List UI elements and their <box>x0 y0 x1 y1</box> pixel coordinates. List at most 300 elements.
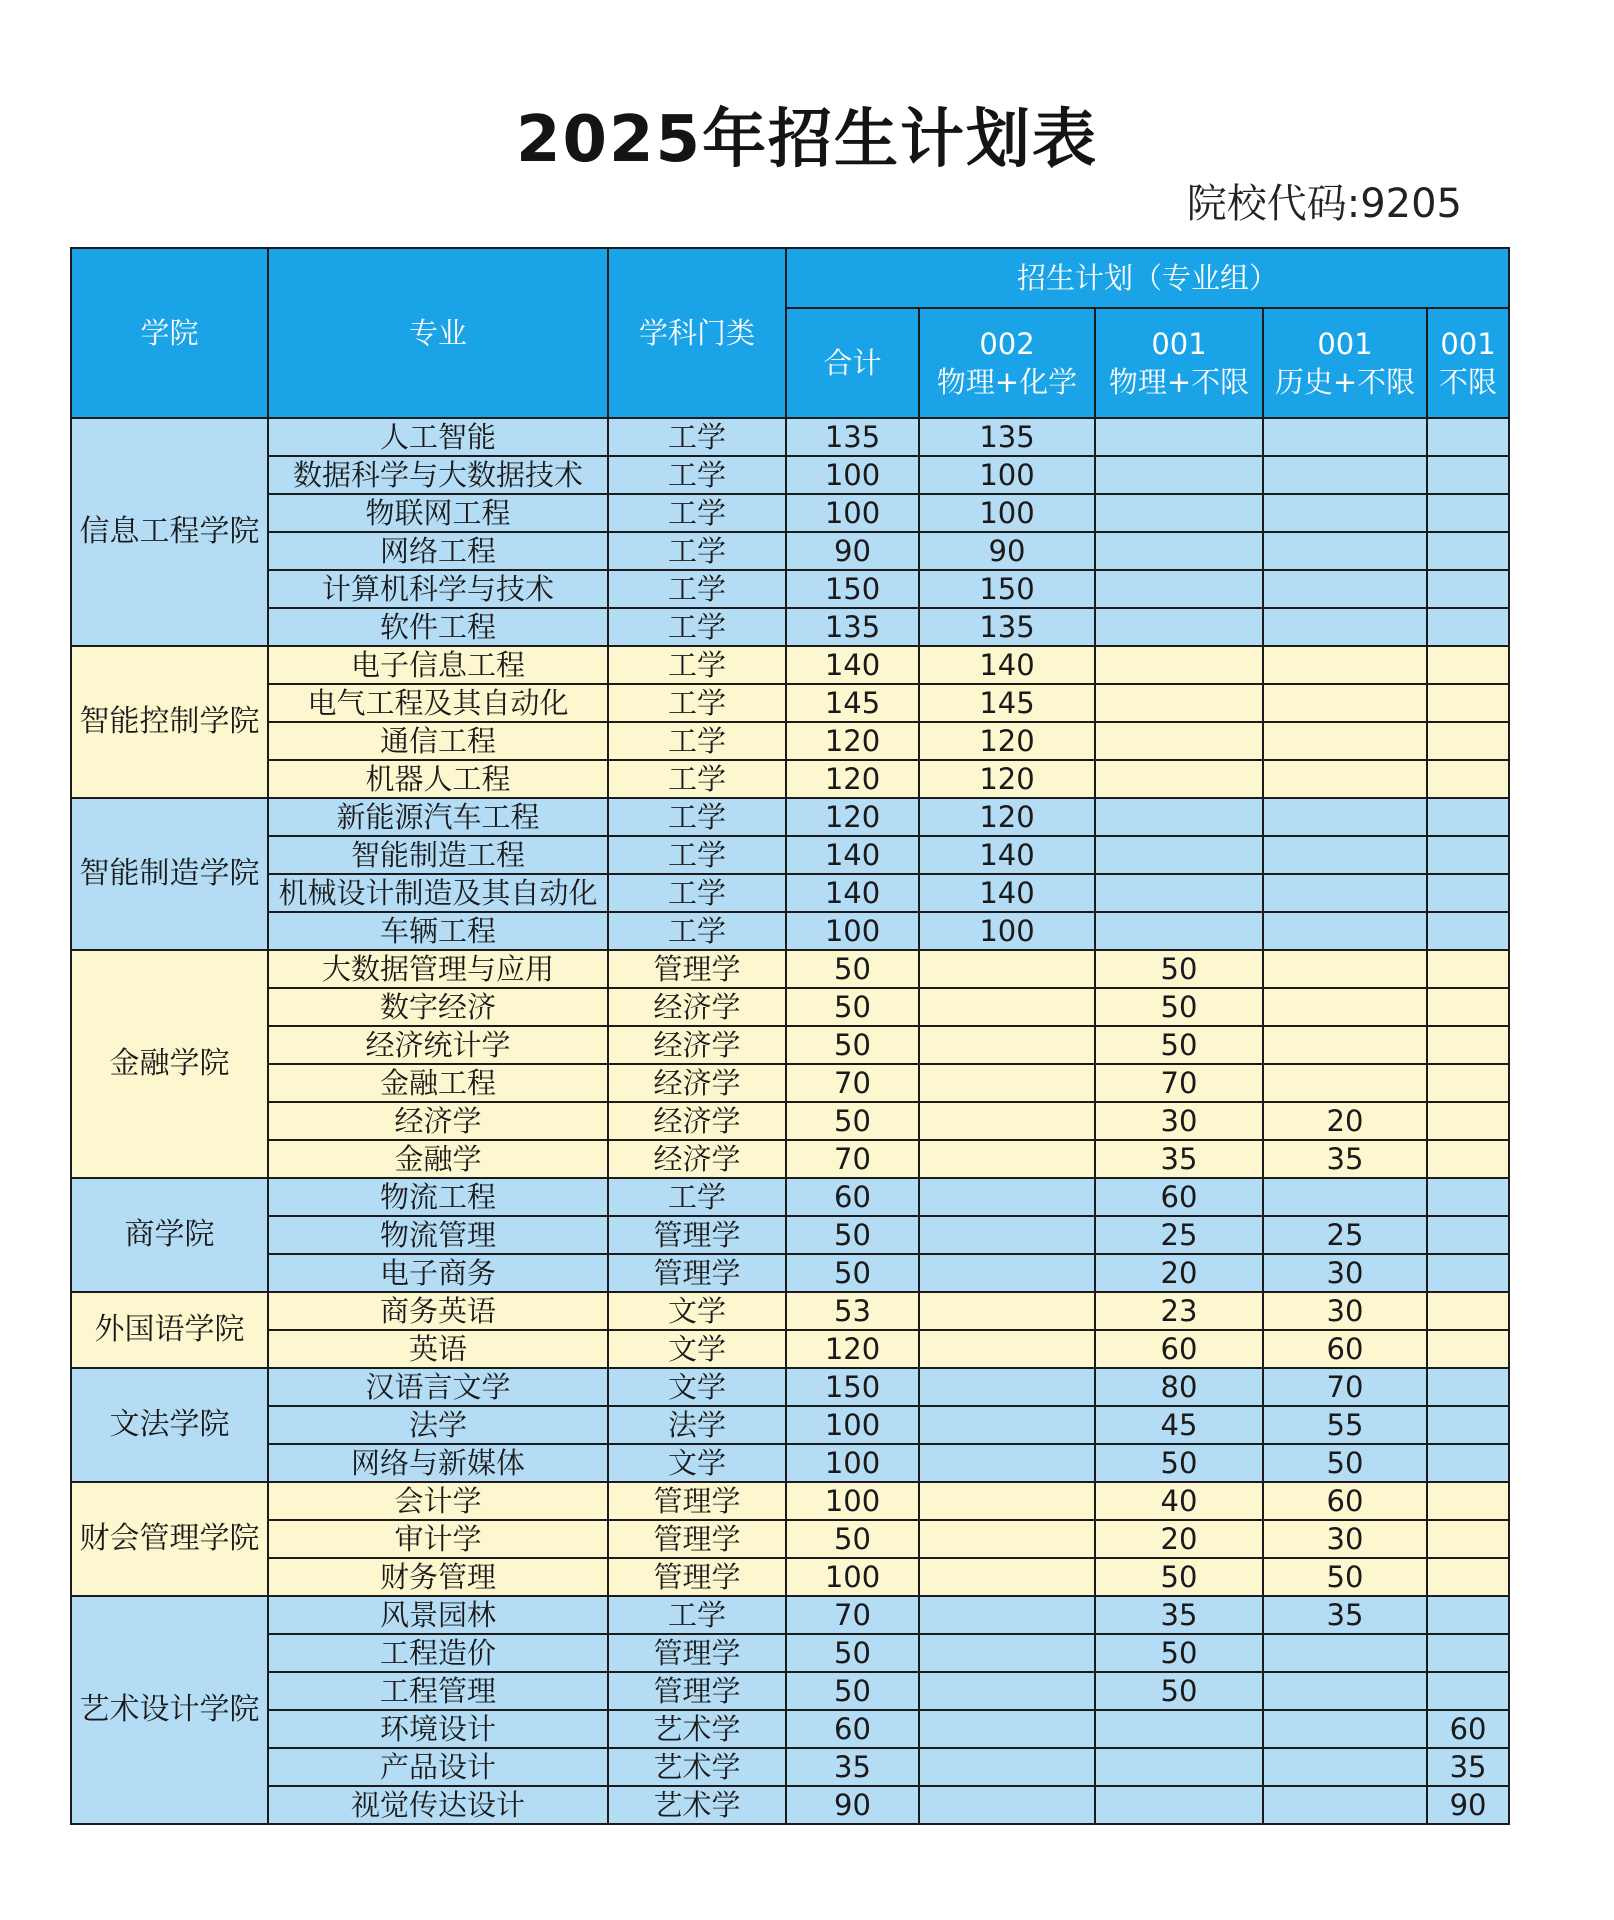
group-4-cell <box>1427 684 1509 722</box>
major-cell: 新能源汽车工程 <box>268 798 608 836</box>
category-cell: 工学 <box>608 418 786 456</box>
group-1-cell: 100 <box>919 494 1095 532</box>
group-3-cell <box>1263 418 1427 456</box>
major-cell: 网络工程 <box>268 532 608 570</box>
group-3-cell <box>1263 1178 1427 1216</box>
group-3-cell <box>1263 798 1427 836</box>
total-cell: 100 <box>786 1482 919 1520</box>
group-3-cell <box>1263 912 1427 950</box>
header-college: 学院 <box>71 248 268 418</box>
group-2-cell <box>1095 1710 1263 1748</box>
group-3-cell <box>1263 684 1427 722</box>
table-row <box>71 1216 1509 1254</box>
total-cell: 90 <box>786 1786 919 1824</box>
total-cell: 100 <box>786 456 919 494</box>
group-code: 001 <box>1151 327 1207 361</box>
major-cell: 电子信息工程 <box>268 646 608 684</box>
group-3-cell: 70 <box>1263 1368 1427 1406</box>
group-1-cell <box>919 988 1095 1026</box>
table-row <box>71 1786 1509 1824</box>
group-4-cell <box>1427 912 1509 950</box>
college-cell: 金融学院 <box>71 950 268 1178</box>
major-cell: 汉语言文学 <box>268 1368 608 1406</box>
group-4-cell <box>1427 1254 1509 1292</box>
group-2-cell <box>1095 646 1263 684</box>
total-cell: 70 <box>786 1596 919 1634</box>
major-cell: 经济学 <box>268 1102 608 1140</box>
group-1-cell <box>919 950 1095 988</box>
table-row <box>71 1292 1509 1330</box>
major-cell: 物流工程 <box>268 1178 608 1216</box>
major-cell: 会计学 <box>268 1482 608 1520</box>
group-3-cell: 50 <box>1263 1558 1427 1596</box>
category-cell: 管理学 <box>608 1216 786 1254</box>
table-row <box>71 1482 1509 1520</box>
category-cell: 经济学 <box>608 1102 786 1140</box>
college-cell: 智能制造学院 <box>71 798 268 950</box>
group-2-cell: 60 <box>1095 1178 1263 1216</box>
group-2-cell <box>1095 570 1263 608</box>
group-4-cell <box>1427 1064 1509 1102</box>
group-1-cell <box>919 1672 1095 1710</box>
table-row <box>71 912 1509 950</box>
group-3-cell: 35 <box>1263 1140 1427 1178</box>
major-cell: 财务管理 <box>268 1558 608 1596</box>
group-3-cell <box>1263 1672 1427 1710</box>
group-2-cell: 23 <box>1095 1292 1263 1330</box>
group-1-cell: 120 <box>919 722 1095 760</box>
major-cell: 智能制造工程 <box>268 836 608 874</box>
total-cell: 50 <box>786 1672 919 1710</box>
total-cell: 50 <box>786 1102 919 1140</box>
table-row <box>71 1368 1509 1406</box>
group-1-cell <box>919 1026 1095 1064</box>
category-cell: 文学 <box>608 1444 786 1482</box>
group-4-cell <box>1427 1330 1509 1368</box>
group-4-cell <box>1427 1634 1509 1672</box>
group-3-cell <box>1263 950 1427 988</box>
group-4-cell <box>1427 798 1509 836</box>
group-1-cell: 120 <box>919 798 1095 836</box>
group-subject: 物理+不限 <box>1108 365 1250 399</box>
total-cell: 50 <box>786 1634 919 1672</box>
category-cell: 管理学 <box>608 1558 786 1596</box>
group-subject: 不限 <box>1439 365 1498 399</box>
group-3-cell: 50 <box>1263 1444 1427 1482</box>
group-4-cell <box>1427 1406 1509 1444</box>
category-cell: 工学 <box>608 798 786 836</box>
group-1-cell: 90 <box>919 532 1095 570</box>
major-cell: 物流管理 <box>268 1216 608 1254</box>
school-code: 院校代码:9205 <box>1186 181 1462 227</box>
group-4-cell: 90 <box>1427 1786 1509 1824</box>
group-2-cell: 70 <box>1095 1064 1263 1102</box>
table-row <box>71 1254 1509 1292</box>
group-2-cell <box>1095 912 1263 950</box>
table-row <box>71 1406 1509 1444</box>
group-2-cell <box>1095 1786 1263 1824</box>
major-cell: 经济统计学 <box>268 1026 608 1064</box>
total-cell: 50 <box>786 988 919 1026</box>
total-cell: 100 <box>786 1406 919 1444</box>
group-3-cell: 30 <box>1263 1292 1427 1330</box>
total-cell: 70 <box>786 1064 919 1102</box>
group-subject: 历史+不限 <box>1274 365 1416 399</box>
group-3-cell <box>1263 1026 1427 1064</box>
table-row <box>71 950 1509 988</box>
group-1-cell <box>919 1482 1095 1520</box>
group-4-cell <box>1427 950 1509 988</box>
category-cell: 经济学 <box>608 1064 786 1102</box>
total-cell: 145 <box>786 684 919 722</box>
group-2-cell <box>1095 532 1263 570</box>
category-cell: 经济学 <box>608 1026 786 1064</box>
group-2-cell: 50 <box>1095 950 1263 988</box>
group-2-cell: 60 <box>1095 1330 1263 1368</box>
category-cell: 文学 <box>608 1330 786 1368</box>
group-4-cell <box>1427 1482 1509 1520</box>
total-cell: 50 <box>786 1254 919 1292</box>
table-row <box>71 1102 1509 1140</box>
table-row <box>71 722 1509 760</box>
header-group-1 <box>919 308 1095 418</box>
major-cell: 物联网工程 <box>268 494 608 532</box>
enrollment-plan-table <box>70 247 1510 1825</box>
table-header <box>71 248 1509 418</box>
total-cell: 135 <box>786 418 919 456</box>
group-3-cell <box>1263 456 1427 494</box>
table-row <box>71 1178 1509 1216</box>
group-3-cell <box>1263 1710 1427 1748</box>
college-cell: 艺术设计学院 <box>71 1596 268 1824</box>
group-2-cell: 35 <box>1095 1596 1263 1634</box>
group-2-cell: 50 <box>1095 1444 1263 1482</box>
table-row <box>71 798 1509 836</box>
table-row <box>71 988 1509 1026</box>
category-cell: 工学 <box>608 532 786 570</box>
college-cell: 文法学院 <box>71 1368 268 1482</box>
major-cell: 工程造价 <box>268 1634 608 1672</box>
major-cell: 电气工程及其自动化 <box>268 684 608 722</box>
group-1-cell: 140 <box>919 874 1095 912</box>
group-2-cell: 50 <box>1095 1672 1263 1710</box>
category-cell: 工学 <box>608 608 786 646</box>
major-cell: 机器人工程 <box>268 760 608 798</box>
total-cell: 100 <box>786 1558 919 1596</box>
major-cell: 审计学 <box>268 1520 608 1558</box>
category-cell: 管理学 <box>608 1254 786 1292</box>
group-1-cell <box>919 1368 1095 1406</box>
group-1-cell <box>919 1710 1095 1748</box>
group-4-cell <box>1427 646 1509 684</box>
group-4-cell <box>1427 1102 1509 1140</box>
group-4-cell <box>1427 760 1509 798</box>
table-row <box>71 1596 1509 1634</box>
category-cell: 经济学 <box>608 988 786 1026</box>
group-3-cell: 60 <box>1263 1330 1427 1368</box>
category-cell: 艺术学 <box>608 1786 786 1824</box>
group-1-cell: 140 <box>919 836 1095 874</box>
group-1-cell: 100 <box>919 912 1095 950</box>
total-cell: 100 <box>786 912 919 950</box>
group-2-cell <box>1095 1748 1263 1786</box>
group-subject: 物理+化学 <box>936 365 1078 399</box>
category-cell: 文学 <box>608 1292 786 1330</box>
group-4-cell <box>1427 1140 1509 1178</box>
category-cell: 工学 <box>608 456 786 494</box>
table-row <box>71 1140 1509 1178</box>
total-cell: 35 <box>786 1748 919 1786</box>
group-code: 001 <box>1317 327 1373 361</box>
table-row <box>71 570 1509 608</box>
group-3-cell <box>1263 722 1427 760</box>
table-row <box>71 1634 1509 1672</box>
total-cell: 150 <box>786 570 919 608</box>
group-4-cell <box>1427 836 1509 874</box>
page-title: 2025年招生计划表 <box>515 103 1099 177</box>
category-cell: 工学 <box>608 494 786 532</box>
total-cell: 150 <box>786 1368 919 1406</box>
group-1-cell <box>919 1330 1095 1368</box>
group-1-cell <box>919 1444 1095 1482</box>
table-row <box>71 684 1509 722</box>
group-2-cell: 45 <box>1095 1406 1263 1444</box>
total-cell: 100 <box>786 494 919 532</box>
group-4-cell <box>1427 988 1509 1026</box>
table-row <box>71 608 1509 646</box>
group-4-cell <box>1427 1444 1509 1482</box>
group-2-cell <box>1095 874 1263 912</box>
category-cell: 管理学 <box>608 1672 786 1710</box>
table-row <box>71 1064 1509 1102</box>
group-4-cell <box>1427 1558 1509 1596</box>
category-cell: 文学 <box>608 1368 786 1406</box>
group-2-cell: 20 <box>1095 1254 1263 1292</box>
group-4-cell <box>1427 1026 1509 1064</box>
major-cell: 车辆工程 <box>268 912 608 950</box>
group-3-cell <box>1263 760 1427 798</box>
group-4-cell <box>1427 456 1509 494</box>
category-cell: 管理学 <box>608 1634 786 1672</box>
group-3-cell <box>1263 494 1427 532</box>
category-cell: 工学 <box>608 912 786 950</box>
group-1-cell: 100 <box>919 456 1095 494</box>
major-cell: 风景园林 <box>268 1596 608 1634</box>
group-3-cell <box>1263 1786 1427 1824</box>
total-cell: 50 <box>786 950 919 988</box>
total-cell: 100 <box>786 1444 919 1482</box>
group-2-cell: 30 <box>1095 1102 1263 1140</box>
group-1-cell: 135 <box>919 418 1095 456</box>
group-1-cell <box>919 1634 1095 1672</box>
major-cell: 产品设计 <box>268 1748 608 1786</box>
category-cell: 工学 <box>608 1178 786 1216</box>
group-3-cell: 55 <box>1263 1406 1427 1444</box>
college-cell: 智能控制学院 <box>71 646 268 798</box>
category-cell: 工学 <box>608 836 786 874</box>
group-2-cell <box>1095 798 1263 836</box>
table-row <box>71 1026 1509 1064</box>
group-4-cell <box>1427 570 1509 608</box>
major-cell: 商务英语 <box>268 1292 608 1330</box>
group-3-cell <box>1263 570 1427 608</box>
group-1-cell <box>919 1406 1095 1444</box>
group-code: 001 <box>1440 327 1496 361</box>
group-1-cell: 135 <box>919 608 1095 646</box>
group-2-cell <box>1095 608 1263 646</box>
table-row <box>71 494 1509 532</box>
college-cell: 商学院 <box>71 1178 268 1292</box>
group-1-cell: 150 <box>919 570 1095 608</box>
college-cell: 外国语学院 <box>71 1292 268 1368</box>
major-cell: 机械设计制造及其自动化 <box>268 874 608 912</box>
group-3-cell: 35 <box>1263 1596 1427 1634</box>
table-row <box>71 874 1509 912</box>
category-cell: 艺术学 <box>608 1748 786 1786</box>
group-2-cell <box>1095 418 1263 456</box>
table-body <box>71 418 1509 1824</box>
total-cell: 50 <box>786 1216 919 1254</box>
header-major: 专业 <box>268 248 608 418</box>
group-4-cell <box>1427 1178 1509 1216</box>
group-code: 002 <box>979 327 1035 361</box>
group-1-cell <box>919 1292 1095 1330</box>
table-row <box>71 1520 1509 1558</box>
category-cell: 管理学 <box>608 950 786 988</box>
group-2-cell: 35 <box>1095 1140 1263 1178</box>
major-cell: 视觉传达设计 <box>268 1786 608 1824</box>
category-cell: 工学 <box>608 684 786 722</box>
total-cell: 120 <box>786 722 919 760</box>
header-category: 学科门类 <box>608 248 786 418</box>
major-cell: 法学 <box>268 1406 608 1444</box>
group-3-cell <box>1263 1064 1427 1102</box>
total-cell: 60 <box>786 1710 919 1748</box>
group-3-cell <box>1263 874 1427 912</box>
group-4-cell <box>1427 1292 1509 1330</box>
group-4-cell: 60 <box>1427 1710 1509 1748</box>
group-2-cell <box>1095 494 1263 532</box>
table-row <box>71 760 1509 798</box>
group-2-cell <box>1095 836 1263 874</box>
total-cell: 70 <box>786 1140 919 1178</box>
major-cell: 通信工程 <box>268 722 608 760</box>
category-cell: 管理学 <box>608 1482 786 1520</box>
category-cell: 工学 <box>608 722 786 760</box>
group-1-cell <box>919 1520 1095 1558</box>
group-4-cell <box>1427 1216 1509 1254</box>
category-cell: 艺术学 <box>608 1710 786 1748</box>
group-3-cell: 30 <box>1263 1254 1427 1292</box>
group-1-cell <box>919 1216 1095 1254</box>
table-row <box>71 836 1509 874</box>
group-1-cell <box>919 1254 1095 1292</box>
total-cell: 50 <box>786 1026 919 1064</box>
group-1-cell <box>919 1064 1095 1102</box>
total-cell: 53 <box>786 1292 919 1330</box>
total-cell: 140 <box>786 874 919 912</box>
group-2-cell <box>1095 456 1263 494</box>
table-row <box>71 532 1509 570</box>
college-cell: 财会管理学院 <box>71 1482 268 1596</box>
group-3-cell <box>1263 608 1427 646</box>
group-4-cell <box>1427 532 1509 570</box>
category-cell: 法学 <box>608 1406 786 1444</box>
group-1-cell <box>919 1596 1095 1634</box>
major-cell: 软件工程 <box>268 608 608 646</box>
group-2-cell: 50 <box>1095 1026 1263 1064</box>
group-2-cell: 25 <box>1095 1216 1263 1254</box>
group-2-cell: 50 <box>1095 1634 1263 1672</box>
total-cell: 90 <box>786 532 919 570</box>
group-3-cell: 60 <box>1263 1482 1427 1520</box>
major-cell: 数字经济 <box>268 988 608 1026</box>
group-3-cell <box>1263 836 1427 874</box>
group-1-cell: 145 <box>919 684 1095 722</box>
total-cell: 140 <box>786 646 919 684</box>
category-cell: 管理学 <box>608 1520 786 1558</box>
table-row <box>71 1444 1509 1482</box>
header-group-3 <box>1263 308 1427 418</box>
group-2-cell: 40 <box>1095 1482 1263 1520</box>
group-3-cell: 20 <box>1263 1102 1427 1140</box>
major-cell: 计算机科学与技术 <box>268 570 608 608</box>
total-cell: 50 <box>786 1520 919 1558</box>
group-3-cell <box>1263 1634 1427 1672</box>
category-cell: 工学 <box>608 646 786 684</box>
group-3-cell <box>1263 1748 1427 1786</box>
major-cell: 人工智能 <box>268 418 608 456</box>
group-2-cell: 20 <box>1095 1520 1263 1558</box>
header-group-4 <box>1427 308 1509 418</box>
major-cell: 金融学 <box>268 1140 608 1178</box>
table-row <box>71 1748 1509 1786</box>
group-3-cell: 25 <box>1263 1216 1427 1254</box>
table-row <box>71 456 1509 494</box>
group-2-cell <box>1095 760 1263 798</box>
table-row <box>71 1558 1509 1596</box>
header-total: 合计 <box>786 308 919 418</box>
group-3-cell <box>1263 988 1427 1026</box>
table-row <box>71 418 1509 456</box>
group-1-cell <box>919 1748 1095 1786</box>
group-2-cell <box>1095 722 1263 760</box>
table-row <box>71 1710 1509 1748</box>
group-1-cell <box>919 1558 1095 1596</box>
header-group-2 <box>1095 308 1263 418</box>
group-4-cell <box>1427 1596 1509 1634</box>
major-cell: 电子商务 <box>268 1254 608 1292</box>
group-4-cell <box>1427 418 1509 456</box>
header-plan-group: 招生计划（专业组） <box>786 248 1509 308</box>
major-cell: 网络与新媒体 <box>268 1444 608 1482</box>
major-cell: 工程管理 <box>268 1672 608 1710</box>
group-4-cell <box>1427 1368 1509 1406</box>
category-cell: 工学 <box>608 1596 786 1634</box>
category-cell: 经济学 <box>608 1140 786 1178</box>
major-cell: 环境设计 <box>268 1710 608 1748</box>
group-1-cell <box>919 1178 1095 1216</box>
group-1-cell <box>919 1102 1095 1140</box>
group-3-cell <box>1263 646 1427 684</box>
group-4-cell <box>1427 494 1509 532</box>
total-cell: 120 <box>786 1330 919 1368</box>
group-1-cell <box>919 1786 1095 1824</box>
total-cell: 60 <box>786 1178 919 1216</box>
group-4-cell: 35 <box>1427 1748 1509 1786</box>
table-row <box>71 1330 1509 1368</box>
table-row <box>71 646 1509 684</box>
